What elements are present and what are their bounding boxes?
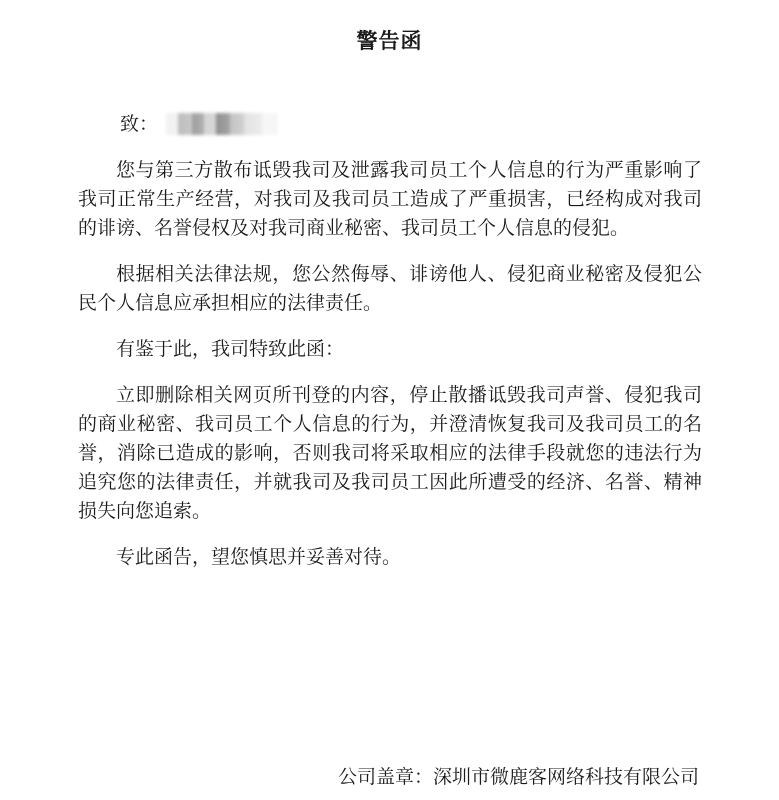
letter-body — [78, 156, 702, 589]
paragraph-1: 您与第三方散布诋毁我司及泄露我司员工个人信息的行为严重影响了我司正常生产经营，对我司及我司员工造成了严重损害，已经构成对我司的诽谤、名誉侵权及对我司商业秘密、我司员工个人信息的侵犯。 — [78, 159, 702, 239]
recipient-line — [120, 110, 278, 138]
recipient-prefix: 致： — [120, 113, 159, 135]
document-title: 警告函 — [356, 29, 423, 53]
redacted-recipient-name — [166, 113, 278, 135]
paragraph-5: 专此函告，望您慎思并妥善对待。 — [116, 546, 402, 568]
company-signature: 公司盖章：深圳市微鹿客网络科技有限公司 — [337, 766, 699, 788]
paragraph-3: 有鉴于此，我司特致此函： — [116, 338, 345, 360]
paragraph-2: 根据相关法律法规，您公然侮辱、诽谤他人、侵犯商业秘密及侵犯公民个人信息应承担相应的法律责任。 — [78, 263, 702, 314]
paragraph-4: 立即删除相关网页所刊登的内容，停止散播诋毁我司声誉、侵犯我司的商业秘密、我司员工个人信息的行为，并澄清恢复我司及我司员工的名誉，消除已造成的影响，否则我司将采取相应的法律手段就您的违法行为追究您的法律责任，并就我司及我司员工因此所遭受的经济、名誉、精神损失向您追索。 — [78, 384, 702, 522]
